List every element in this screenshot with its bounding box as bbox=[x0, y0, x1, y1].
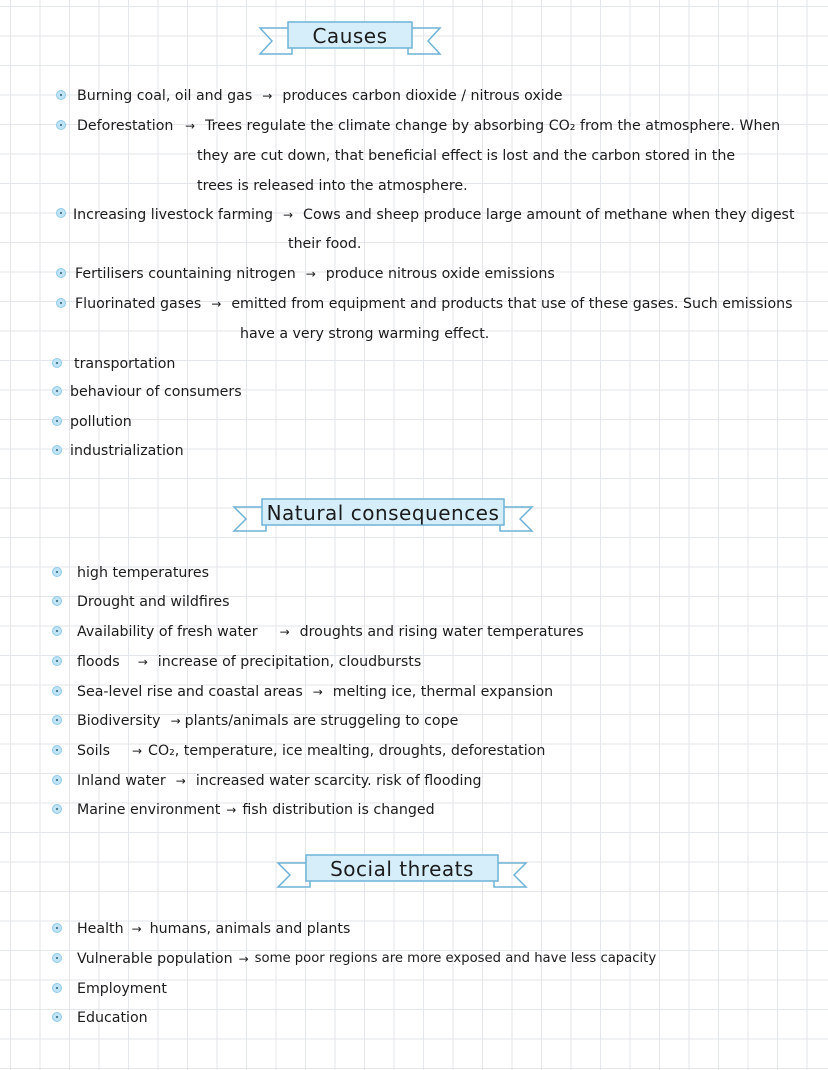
bullet-icon bbox=[52, 745, 62, 755]
arrow-icon: → bbox=[279, 625, 290, 639]
arrow-icon: → bbox=[131, 922, 142, 936]
item-desc: emitted from equipment and products that use of these gases. Such emissions bbox=[231, 296, 793, 312]
item-desc-continued: they are cut down, that beneficial effect is lost and the carbon stored in the bbox=[197, 148, 736, 164]
list-item bbox=[77, 711, 458, 731]
list-item bbox=[77, 116, 780, 136]
item-term: Drought and wildfires bbox=[77, 594, 230, 610]
bullet-icon bbox=[56, 90, 66, 100]
list-item bbox=[77, 682, 553, 702]
arrow-icon: → bbox=[131, 744, 143, 758]
arrow-icon: → bbox=[238, 952, 249, 966]
bullet-icon bbox=[52, 596, 62, 606]
bullet-icon bbox=[52, 416, 62, 426]
bullet-icon bbox=[52, 567, 62, 577]
bullet-icon bbox=[52, 804, 62, 814]
list-item bbox=[77, 592, 229, 612]
bullet-icon bbox=[52, 656, 62, 666]
item-term: Education bbox=[77, 1010, 148, 1026]
bullet-icon bbox=[52, 686, 62, 696]
item-term: Biodiversity bbox=[77, 713, 161, 729]
item-term: Increasing livestock farming bbox=[73, 207, 273, 223]
list-item bbox=[75, 264, 555, 284]
bullet-icon bbox=[52, 923, 62, 933]
list-item bbox=[77, 1008, 148, 1028]
item-term: Availability of fresh water bbox=[77, 624, 258, 640]
bullet-icon bbox=[52, 775, 62, 785]
item-desc-continued: trees is released into the atmosphere. bbox=[197, 178, 468, 194]
item-desc-continued: have a very strong warming effect. bbox=[240, 326, 490, 342]
item-term: Fertilisers countaining nitrogen bbox=[75, 266, 296, 282]
list-item bbox=[77, 979, 167, 999]
item-desc: Trees regulate the climate change by absorbing CO₂ from the atmosphere. When bbox=[205, 118, 781, 134]
bullet-icon bbox=[56, 298, 66, 308]
item-term: Health bbox=[77, 921, 124, 937]
item-desc: plants/animals are struggeling to cope bbox=[184, 713, 459, 729]
item-term: floods bbox=[77, 654, 120, 670]
item-desc: increased water scarcity. risk of flooding bbox=[195, 773, 482, 789]
arrow-icon: → bbox=[262, 89, 273, 103]
bullet-icon bbox=[52, 715, 62, 725]
item-term: Inland water bbox=[77, 773, 166, 789]
list-item bbox=[77, 86, 562, 106]
list-item bbox=[75, 294, 793, 314]
list-item: pollution bbox=[70, 414, 132, 430]
item-desc-continued: their food. bbox=[288, 236, 362, 252]
list-item bbox=[77, 771, 481, 791]
item-term: Soils bbox=[77, 743, 110, 759]
item-term: Employment bbox=[77, 981, 167, 997]
item-term: Sea-level rise and coastal areas bbox=[77, 684, 303, 700]
item-term: high temperatures bbox=[77, 565, 210, 581]
list-item bbox=[73, 205, 795, 225]
list-item: industrialization bbox=[70, 443, 184, 459]
list-item bbox=[77, 622, 584, 642]
item-desc: Cows and sheep produce large amount of methane when they digest bbox=[303, 207, 795, 223]
section-title-natural: Natural consequences bbox=[266, 501, 500, 525]
arrow-icon: → bbox=[185, 119, 196, 133]
item-desc: produce nitrous oxide emissions bbox=[325, 266, 555, 282]
arrow-icon: → bbox=[170, 714, 181, 728]
social-banner bbox=[276, 853, 528, 887]
item-term: Deforestation bbox=[77, 118, 174, 134]
natural-banner bbox=[232, 497, 534, 531]
bullet-icon bbox=[52, 983, 62, 993]
item-term: Vulnerable population bbox=[77, 951, 233, 967]
arrow-icon: → bbox=[305, 267, 316, 281]
item-desc: fish distribution is changed bbox=[242, 802, 435, 818]
bullet-icon bbox=[52, 445, 62, 455]
item-term: Fluorinated gases bbox=[75, 296, 202, 312]
bullet-icon bbox=[52, 626, 62, 636]
item-desc: melting ice, thermal expansion bbox=[332, 684, 554, 700]
section-title-causes: Causes bbox=[312, 24, 388, 48]
bullet-icon bbox=[52, 1012, 62, 1022]
item-term: Burning coal, oil and gas bbox=[77, 88, 253, 104]
arrow-icon: → bbox=[282, 208, 294, 222]
list-item bbox=[77, 741, 545, 761]
item-desc: droughts and rising water temperatures bbox=[299, 624, 584, 640]
bullet-icon bbox=[52, 386, 62, 396]
item-desc: CO₂, temperature, ice mealting, droughts, deforestation bbox=[148, 743, 546, 759]
list-item: behaviour of consumers bbox=[70, 384, 242, 400]
list-item bbox=[77, 919, 350, 939]
bullet-icon bbox=[56, 120, 66, 130]
list-item: transportation bbox=[74, 356, 176, 372]
item-term: Marine environment bbox=[77, 802, 221, 818]
item-desc: produces carbon dioxide / nitrous oxide bbox=[282, 88, 563, 104]
arrow-icon: → bbox=[226, 803, 237, 817]
list-item bbox=[77, 800, 435, 820]
bullet-icon bbox=[52, 358, 62, 368]
arrow-icon: → bbox=[211, 297, 222, 311]
list-item bbox=[77, 949, 656, 969]
arrow-icon: → bbox=[312, 685, 323, 699]
arrow-icon: → bbox=[175, 774, 186, 788]
arrow-icon: → bbox=[137, 655, 148, 669]
bullet-icon bbox=[56, 268, 66, 278]
item-desc: increase of precipitation, cloudbursts bbox=[157, 654, 422, 670]
item-desc: humans, animals and plants bbox=[149, 921, 351, 937]
list-item bbox=[77, 563, 209, 583]
item-desc: some poor regions are more exposed and have less capacity bbox=[254, 951, 657, 966]
bullet-icon bbox=[52, 953, 62, 963]
list-item bbox=[77, 652, 421, 672]
bullet-icon bbox=[56, 208, 66, 218]
section-title-social: Social threats bbox=[330, 857, 474, 881]
causes-banner bbox=[258, 20, 442, 54]
